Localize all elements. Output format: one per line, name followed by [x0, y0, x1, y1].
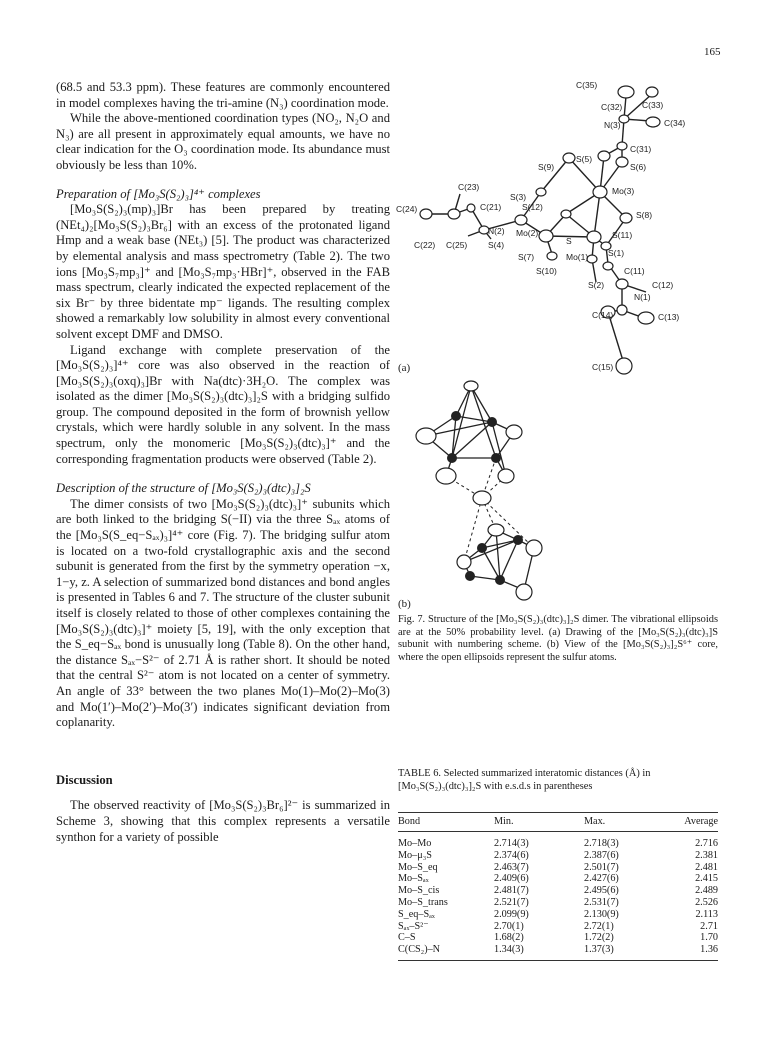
cell-bond: Mo–Sₐₓ [398, 873, 429, 885]
figure-caption [398, 614, 718, 664]
table-row [398, 932, 718, 944]
table-row [398, 873, 718, 885]
cell-max: 1.72(2) [584, 932, 614, 944]
cell-average: 2.716 [695, 838, 718, 849]
col-header-max: Max. [584, 813, 672, 832]
atom-label: C(25) [446, 240, 468, 250]
col-header-bond: Bond [398, 813, 494, 832]
atom-label: C(13) [658, 312, 680, 322]
atom-label: S(8) [636, 210, 653, 220]
left-text-column [56, 80, 390, 845]
cell-max: 2.531(7) [584, 896, 619, 908]
atom-label: C(12) [652, 280, 674, 290]
table-6 [398, 812, 718, 961]
table-row [398, 909, 718, 921]
cell-min: 1.68(2) [494, 932, 524, 944]
atom-label: C(32) [601, 102, 623, 112]
table-row [398, 885, 718, 897]
col-header-min: Min. [494, 813, 584, 832]
atom-label: S(7) [518, 252, 535, 262]
section-heading: Discussion [56, 772, 113, 787]
cell-min: 1.34(3) [494, 944, 584, 960]
cell-average: 2.481 [695, 861, 718, 873]
structure-drawing-b [396, 380, 596, 608]
cell-min: 2.463(7) [494, 861, 529, 873]
cell-bond: Mo–μ₃S [398, 849, 432, 861]
table-header-row [398, 813, 718, 832]
page-number: 165 [704, 46, 721, 58]
paragraph: While the above-mentioned coordination types (NO₂, N₂O and N₃) are all present in approximately equal amounts, we have no clear indication for the O₃ coordination mode. Its abundance must obviously be less than 10%. [56, 111, 390, 172]
cell-max: 2.427(6) [584, 873, 619, 885]
atom-label: C(22) [414, 240, 436, 250]
atom-label: S(12) [522, 202, 543, 212]
atom-label: S(4) [488, 240, 505, 250]
atom-label: C(31) [630, 144, 652, 154]
cell-max: 2.387(6) [584, 849, 619, 861]
cell-average: 2.415 [695, 873, 718, 885]
cell-min: 2.409(6) [494, 873, 529, 885]
atom-label: C(24) [396, 204, 418, 214]
table-row [398, 944, 718, 960]
paragraph: (68.5 and 53.3 ppm). These features are commonly encountered in model complexes having the tri-amine (N₃) coordination mode. [56, 80, 390, 110]
panel-label-a: (a) [398, 362, 411, 374]
atom-label: S(2) [588, 280, 605, 290]
atom-label: S(1) [608, 248, 625, 258]
cell-min: 2.099(9) [494, 908, 529, 920]
cell-average: 2.113 [695, 908, 718, 920]
table-row [398, 921, 718, 933]
core-ellipsoids [416, 381, 542, 600]
atom-label: C(11) [624, 266, 645, 276]
atom-label: Mo(2) [516, 228, 539, 238]
section-heading: Preparation of [Mo₃S(S₂)₃]⁴⁺ complexes [56, 186, 261, 201]
caption-text: Fig. 7. Structure of the [Mo₃S(S₂)₃(dtc)₃]₂S dimer. The vibrational ellipsoids are at the 50% probability level. (a) Drawing of the [Mo₃S(S₂)₃(dtc)₃]S subunit with numbering scheme. (b) View of the [Mo₃S(S₂)₃]₂S⁶⁺ core, where the open ellipsoids represent the sulfur atoms. [398, 614, 718, 663]
cell-bond: C(CS₂)–N [398, 944, 494, 960]
cell-min: 2.521(7) [494, 896, 529, 908]
col-header-average: Average [672, 813, 718, 832]
cell-bond: S_eq–Sₐₓ [398, 908, 435, 920]
cell-average: 1.70 [700, 932, 718, 944]
atom-label: C(23) [458, 182, 480, 192]
atom-label: S(10) [536, 266, 557, 276]
cell-bond: C–S [398, 932, 416, 944]
atom-label: N(1) [634, 292, 651, 302]
atom-label: S(3) [510, 192, 527, 202]
table-row [398, 850, 718, 862]
panel-label-b: (b) [398, 598, 411, 610]
cell-max: 2.501(7) [584, 861, 619, 873]
cell-bond: Mo–S_eq [398, 861, 438, 873]
section-heading: Description of the structure of [Mo₃S(S₂)₃(dtc)₃]₂S [56, 481, 311, 496]
atom-label: Mo(3) [612, 186, 635, 196]
table-row [398, 862, 718, 874]
cell-average: 2.489 [695, 885, 718, 897]
atom-label: C(34) [664, 118, 686, 128]
cell-min: 2.714(3) [494, 838, 529, 849]
atom-label: S(11) [612, 230, 633, 240]
atom-label: S(9) [538, 162, 555, 172]
core-bonds [426, 386, 534, 590]
cell-bond: Mo–Mo [398, 838, 432, 849]
atom-label: C(15) [592, 362, 614, 372]
atom-label: N(2) [488, 226, 505, 236]
atom-label: C(35) [576, 80, 598, 90]
cell-average: 2.526 [695, 896, 718, 908]
atom-label: C(33) [642, 100, 664, 110]
cell-min: 2.70(1) [494, 920, 524, 932]
structure-drawing-a [396, 74, 726, 384]
cell-bond: Mo–S_cis [398, 885, 440, 897]
paragraph: [Mo₃S(S₂)₃(mp)₃]Br has been prepared by treating (NEt₄)₂[Mo₃S(S₂)₃Br₆] with an excess of the protonated ligand Hmp and a weak base (NEt₃) [5]. The product was characterized by elemental analysis and mass spectrometry (Table 2). The two ions [Mo₃S₇mp₃]⁺ and [Mo₃S₇mp₃·HBr]⁺, observed in the FAB mass spectrum, clearly indicated the expected replacement of the six Br⁻ by three bidentate mp⁻ ligands. The resulting complex showed a remarkably low solubility in almost every conventional solvent except DMF and DMSO. [56, 202, 390, 341]
atom-label: S(6) [630, 162, 647, 172]
paragraph: The dimer consists of two [Mo₃S(S₂)₃(dtc)₃]⁺ subunits which are both linked to the bridging S(−II) via the three Sₐₓ atoms of the [Mo₃S(S_eq−Sₐₓ)₃]⁴⁺ core (Fig. 7). The bridging sulfur atom is located on a two-fold crystallographic axis and the second subunit is generated from the first by the symmetry operation −x, 1−y, z. A selection of summarized bond distances and bond angles is presented in Tables 6 and 7. The structure of the cluster subunit itself is closely related to those of other complexes containing the [Mo₃S(S₂)₃(dtc)₃]⁺ moiety [5, 19], with the only exception that the S_eq−Sₐₓ bond is unusually long (Table 8). On the other hand, the distance Sₐₓ−S²⁻ of 2.71 Å is rather short. It should be noted that the central S²⁻ atom is not located on a center of symmetry. An angle of 33° between the two planes Mo(1)–Mo(2)–Mo(3) and Mo(1′)–Mo(2′)–Mo(3′) indicates significant deviation from coplanarity. [56, 496, 390, 730]
cell-bond: Sₐₓ–S²⁻ [398, 920, 429, 932]
cell-max: 2.495(6) [584, 885, 619, 897]
paragraph: The observed reactivity of [Mo₃S(S₂)₃Br₆]²⁻ is summarized in Scheme 3, showing that this complex represents a versatile synthon for a variety of possible [56, 798, 390, 844]
cell-average: 1.36 [672, 944, 718, 960]
paragraph: Ligand exchange with complete preservation of the [Mo₃S(S₂)₃]⁴⁺ core was also observed in the reaction of [Mo₃S(S₂)₃(oxq)₃]Br with Na(dtc)·3H₂O. The complex was isolated as the dimer [Mo₃S(S₂)₃(dtc)₃]₂S with a bridging sulfido group. The compound deposited in the form of brownish yellow crystals, which were hardly soluble in any solvent. In the mass spectrum, only the monomeric [Mo₃S(S₂)₃(dtc)₃]⁺ and the corresponding fragmentation products were observed (Table 2). [56, 342, 390, 466]
atom-label: Mo(1) [566, 252, 589, 262]
cell-min: 2.481(7) [494, 885, 529, 897]
table-row [398, 832, 718, 850]
cell-max: 1.37(3) [584, 944, 672, 960]
cell-max: 2.130(9) [584, 908, 619, 920]
table-caption-text: TABLE 6. Selected summarized interatomic distances (Å) in [Mo₃S(S₂)₃(dtc)₃]₂S with e.s.d.s in parentheses [398, 768, 651, 792]
table-caption [398, 768, 718, 793]
atom-label: C(21) [480, 202, 502, 212]
cell-max: 2.718(3) [584, 838, 619, 849]
cell-min: 2.374(6) [494, 849, 529, 861]
atom-label: S(5) [576, 154, 593, 164]
atom-label: N(3) [604, 120, 621, 130]
cell-average: 2.71 [700, 920, 718, 932]
atom-label: C(14) [592, 310, 614, 320]
cell-max: 2.72(1) [584, 920, 614, 932]
atom-label: S [566, 236, 572, 246]
cell-average: 2.381 [695, 849, 718, 861]
cell-bond: Mo–S_trans [398, 896, 448, 908]
table-row [398, 897, 718, 909]
bond-lines [426, 94, 652, 364]
